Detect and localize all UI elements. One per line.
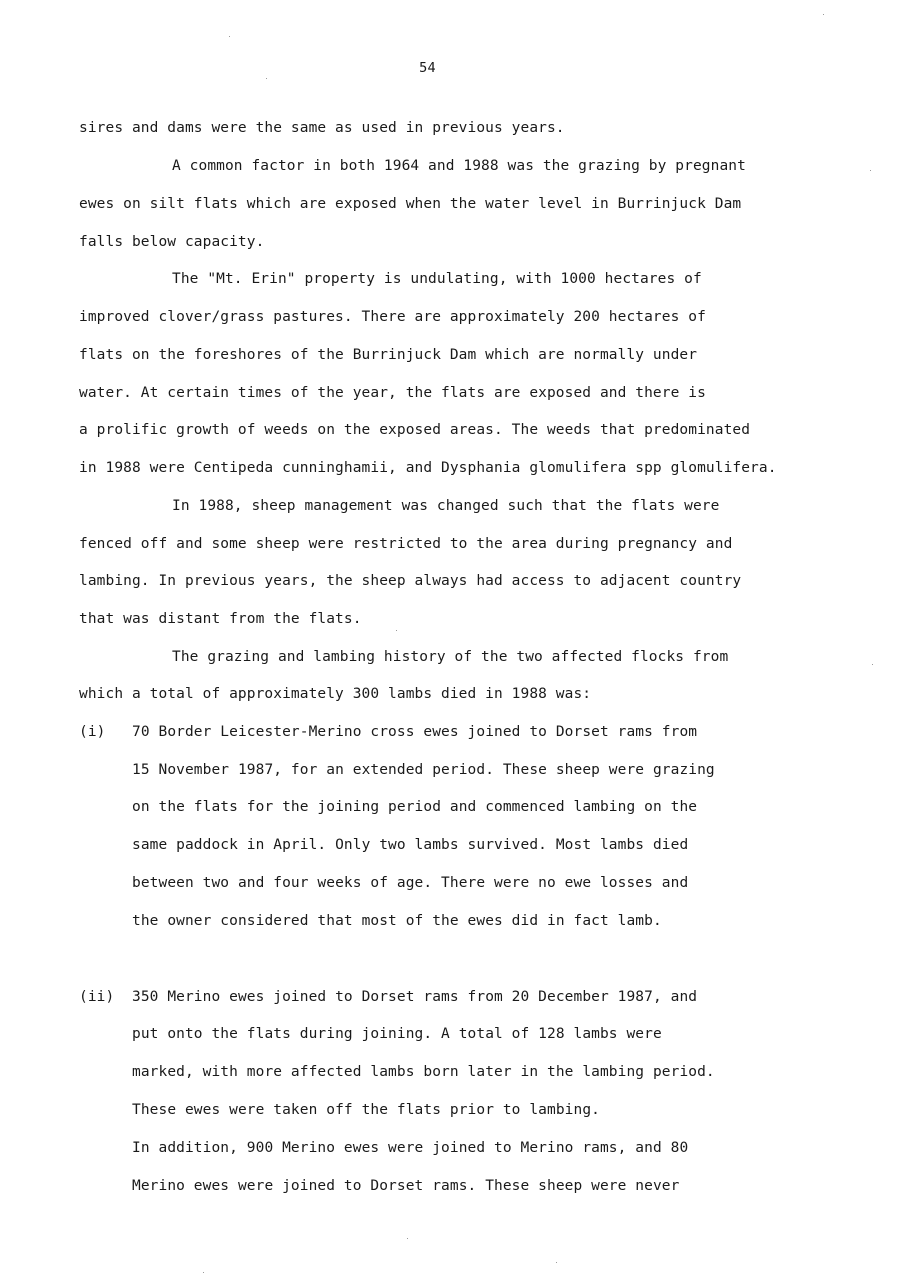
list-item-line: 70 Border Leicester-Merino cross ewes joined to Dorset rams from: [132, 724, 698, 740]
scan-speck: [203, 1272, 204, 1273]
paragraph-line: sires and dams were the same as used in previous years.: [79, 120, 565, 136]
paragraph-line: that was distant from the flats.: [79, 611, 362, 627]
paragraph-line: A common factor in both 1964 and 1988 was the grazing by pregnant: [172, 158, 746, 174]
paragraph-line: falls below capacity.: [79, 234, 265, 250]
paragraph-line: lambing. In previous years, the sheep always had access to adjacent country: [79, 573, 742, 589]
list-marker: (i): [79, 724, 106, 740]
paragraph-line: improved clover/grass pastures. There are approximately 200 hectares of: [79, 309, 706, 325]
paragraph-line: The "Mt. Erin" property is undulating, with 1000 hectares of: [172, 271, 702, 287]
scan-speck: [229, 36, 230, 37]
paragraph-line: water. At certain times of the year, the flats are exposed and there is: [79, 385, 706, 401]
list-item-line: the owner considered that most of the ewes did in fact lamb.: [132, 913, 662, 929]
list-item-line: 350 Merino ewes joined to Dorset rams from 20 December 1987, and: [132, 989, 698, 1005]
list-item-line: on the flats for the joining period and commenced lambing on the: [132, 799, 698, 815]
paragraph-line: a prolific growth of weeds on the exposed areas. The weeds that predominated: [79, 422, 751, 438]
list-item-line: marked, with more affected lambs born later in the lambing period.: [132, 1064, 715, 1080]
paragraph-line: in 1988 were Centipeda cunninghamii, and Dysphania glomulifera spp glomulifera.: [79, 460, 777, 476]
paragraph-line: In 1988, sheep management was changed such that the flats were: [172, 498, 720, 514]
list-item-line: between two and four weeks of age. There were no ewe losses and: [132, 875, 689, 891]
paragraph-line: The grazing and lambing history of the two affected flocks from: [172, 649, 729, 665]
scan-speck: [266, 78, 267, 79]
paragraph-line: flats on the foreshores of the Burrinjuck Dam which are normally under: [79, 347, 698, 363]
scan-speck: [407, 1238, 408, 1239]
paragraph-line: which a total of approximately 300 lambs died in 1988 was:: [79, 686, 592, 702]
list-item-line: put onto the flats during joining. A total of 128 lambs were: [132, 1026, 662, 1042]
scan-speck: [870, 170, 871, 171]
page-number: 54: [419, 60, 436, 76]
list-item-line: In addition, 900 Merino ewes were joined to Merino rams, and 80: [132, 1140, 689, 1156]
list-marker: (ii): [79, 989, 115, 1005]
scan-speck: [872, 664, 873, 665]
scan-speck: [396, 630, 397, 631]
scan-speck: [556, 1262, 557, 1263]
paragraph-line: fenced off and some sheep were restricted to the area during pregnancy and: [79, 536, 733, 552]
list-item-line: Merino ewes were joined to Dorset rams. These sheep were never: [132, 1178, 680, 1194]
scan-speck: [823, 14, 824, 15]
paragraph-line: ewes on silt flats which are exposed when the water level in Burrinjuck Dam: [79, 196, 742, 212]
list-item-line: same paddock in April. Only two lambs survived. Most lambs died: [132, 837, 689, 853]
list-item-line: 15 November 1987, for an extended period. These sheep were grazing: [132, 762, 715, 778]
list-item-line: These ewes were taken off the flats prior to lambing.: [132, 1102, 600, 1118]
